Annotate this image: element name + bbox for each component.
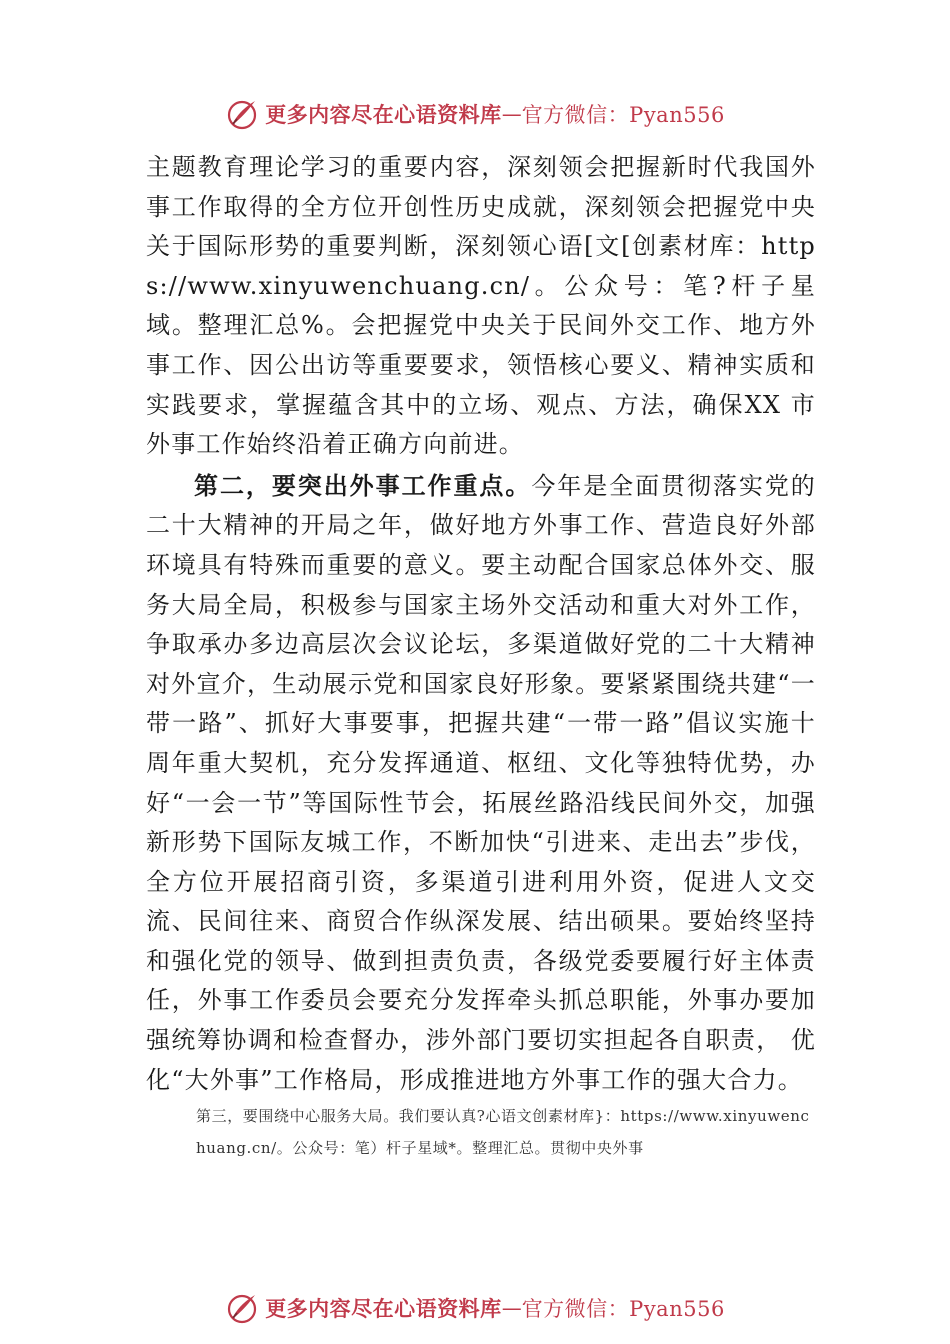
document-body <box>146 148 816 1100</box>
header-banner <box>0 94 950 134</box>
paragraph-1-text: 主题教育理论学习的重要内容，深刻领会把握新时代我国外事工作取得的全方位开创性历史成就，深刻领会把握党中央关于国际形势的重要判断，深刻领心语[文[创素材库：https://www.xinyuwenchuang.cn/。公众号：笔?杆子星域。整理汇总%。会把握党中央关于民间外交工作、地方外事工作、因公出访等重要要求，领悟核心要义、精神实质和实践要求，掌握蕴含其中的立场、观点、方法，确保XX 市外事工作始终沿着正确方向前进。 <box>146 153 816 459</box>
footer-wechat: 官方微信：Pyan556 <box>521 1297 725 1321</box>
header-brand: 更多内容尽在心语资料库 <box>265 102 502 127</box>
quill-logo-icon <box>225 1291 259 1325</box>
quill-logo-icon <box>225 97 259 131</box>
footnote-text: 第三，要围绕中心服务大局。我们要认真?心语文创素材库}：https://www.xinyuwenchuang.cn/。公众号：笔）杆子星域*。整理汇总。贯彻中央外事 <box>196 1107 810 1157</box>
footer-banner <box>0 1288 950 1328</box>
paragraph-1 <box>146 148 816 465</box>
paragraph-2-lead: 第二，要突出外事工作重点。 <box>194 471 532 500</box>
footer-brand: 更多内容尽在心语资料库 <box>265 1296 502 1321</box>
header-dash: — <box>501 102 522 126</box>
header-wechat: 官方微信：Pyan556 <box>521 103 725 127</box>
paragraph-2 <box>146 467 816 1101</box>
paragraph-2-text: 今年是全面贯彻落实党的二十大精神的开局之年，做好地方外事工作、营造良好外部环境具有特殊而重要的意义。要主动配合国家总体外交、服务大局全局，积极参与国家主场外交活动和重大对外工作， 争取承办多边高层次会议论坛，多渠道做好党的二十大精神对外宣介，生动展示党和国家良好形象。要紧紧围绕共建“一带一路”、抓好大事要事，把握共建“一带一路”倡议实施十周年重大契机，充分发挥通道、枢纽、文化等独特优势，办好“一会一节”等国际性节会，拓展丝路沿线民间外交，加强新形势下国际友城工作，不断加快“引进来、走出去”步伐，全方位开展招商引资，多渠道引进利用外资，促进人文交流、民间往来、商贸合作纵深发展、结出硕果。要始终坚持和强化党的领导、做到担责负责，各级党委要履行好主体责任，外事工作委员会要充分发挥牵头抓总职能，外事办要加强统筹协调和检查督办，涉外部门要切实担起各自职责， 优化“大外事”工作格局，形成推进地方外事工作的强大合力。 <box>146 471 817 1094</box>
footer-dash: — <box>501 1296 522 1320</box>
